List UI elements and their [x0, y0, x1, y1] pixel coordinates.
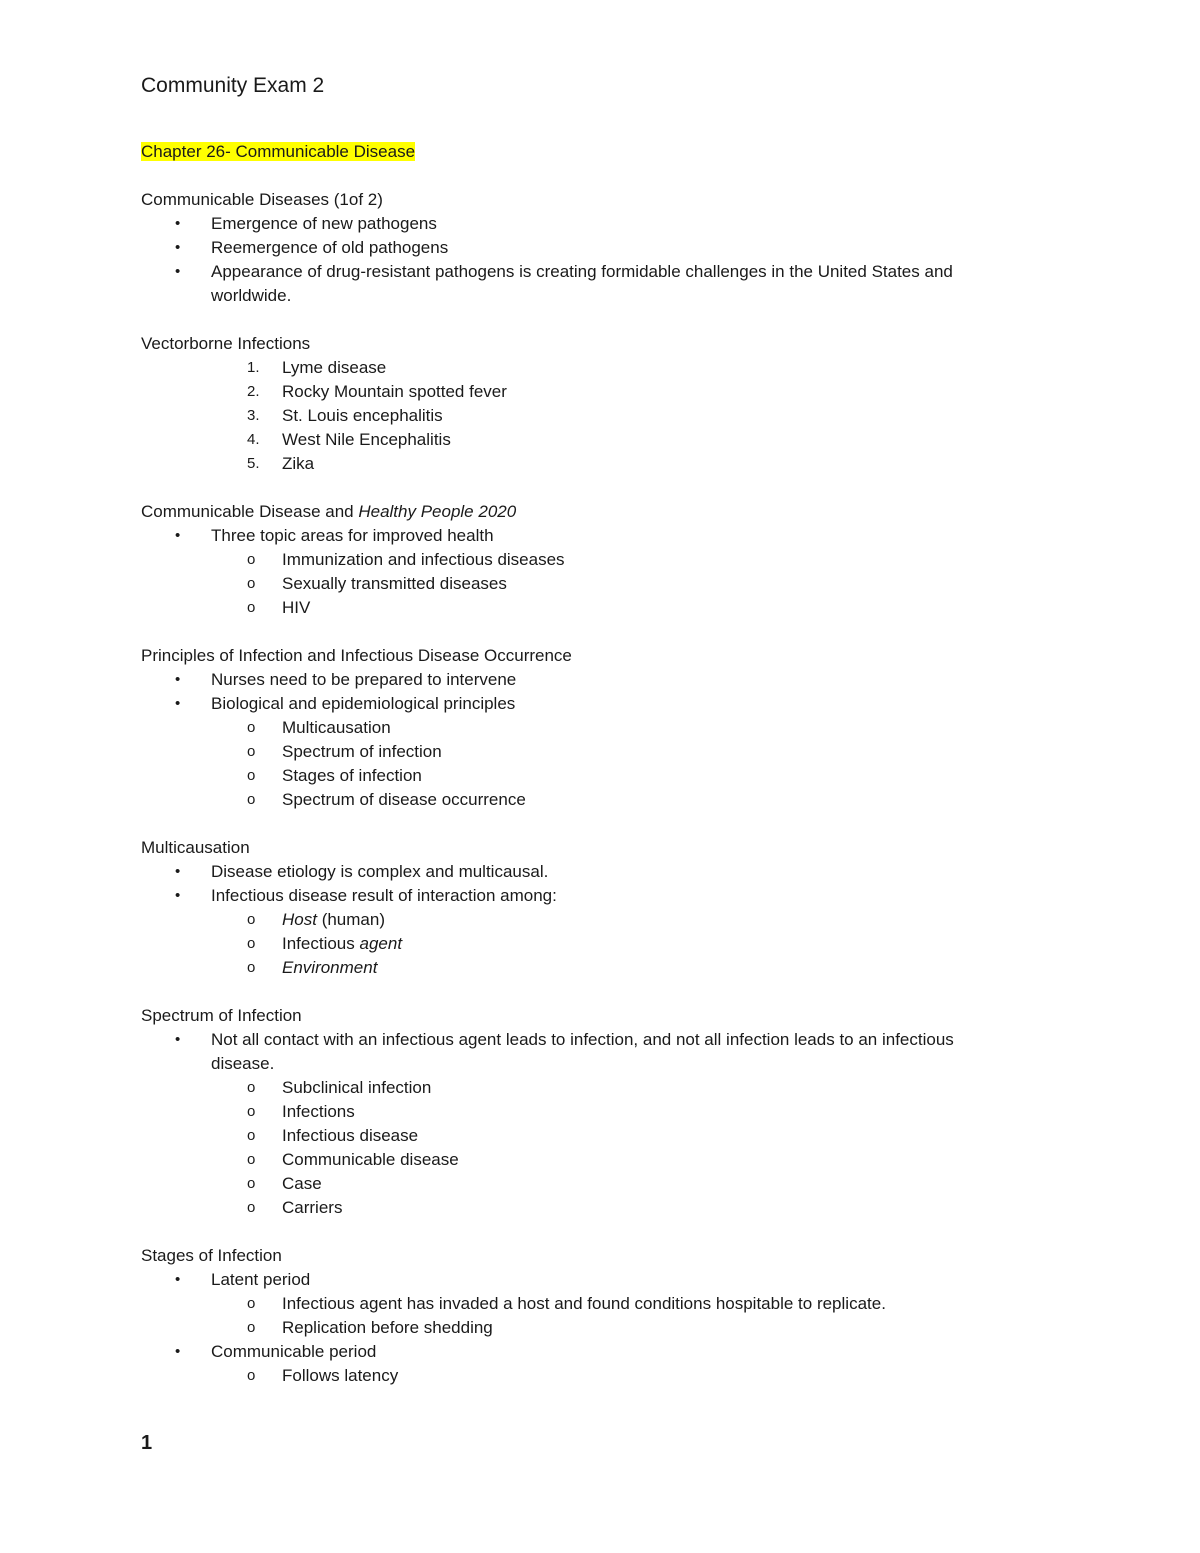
circle-marker: o: [247, 743, 256, 760]
list-item: o Immunization and infectious diseases: [141, 548, 1021, 572]
section-heading: Communicable Disease and Healthy People 2020: [141, 502, 517, 521]
bullet-list: [141, 524, 1021, 620]
circle-marker: o: [247, 599, 256, 616]
bullet-list: [141, 212, 1021, 308]
document-content: [141, 188, 1021, 1412]
list-item: o Follows latency: [141, 1364, 1021, 1388]
section-heading: Principles of Infection and Infectious Disease Occurrence: [141, 646, 572, 665]
list-item: o Subclinical infection: [141, 1076, 1021, 1100]
circle-marker: o: [247, 575, 256, 592]
circle-marker: o: [247, 1151, 256, 1168]
list-item: 2. Rocky Mountain spotted fever: [141, 380, 1021, 404]
list-item: • Disease etiology is complex and multicausal.: [141, 860, 1021, 884]
list-item: • Not all contact with an infectious agent leads to infection, and not all infection leads to an infectious disease.: [175, 1030, 954, 1073]
bullet-marker: •: [175, 263, 181, 280]
bullet-list: [141, 860, 1021, 980]
section-communicable-diseases: [141, 188, 1021, 308]
list-item: o Infectious disease: [141, 1124, 1021, 1148]
section-vectorborne-infections: [141, 332, 1021, 476]
list-item: • Biological and epidemiological principles: [141, 692, 1021, 716]
circle-marker: o: [247, 1199, 256, 1216]
circle-marker: o: [247, 1319, 256, 1336]
bullet-marker: •: [175, 1343, 181, 1360]
list-item: o Sexually transmitted diseases: [141, 572, 1021, 596]
list-item: o Infections: [141, 1100, 1021, 1124]
section-heading: Spectrum of Infection: [141, 1006, 302, 1025]
list-item: o Spectrum of infection: [141, 740, 1021, 764]
number-marker: 5.: [247, 455, 260, 472]
list-item: o Replication before shedding: [141, 1316, 1021, 1340]
circle-marker: o: [247, 1127, 256, 1144]
circle-marker: o: [247, 959, 256, 976]
chapter-heading-highlight: Chapter 26- Communicable Disease: [141, 142, 416, 161]
circle-marker: o: [247, 911, 256, 928]
list-item: 1. Lyme disease: [141, 356, 1021, 380]
number-marker: 4.: [247, 431, 260, 448]
list-item: 5. Zika: [141, 452, 1021, 476]
list-item: o Spectrum of disease occurrence: [141, 788, 1021, 812]
list-item: • Reemergence of old pathogens: [141, 236, 1021, 260]
section-principles: [141, 644, 1021, 812]
circle-marker: o: [247, 767, 256, 784]
circle-marker: o: [247, 791, 256, 808]
list-item: • Emergence of new pathogens: [141, 212, 1021, 236]
section-heading: Communicable Diseases (1of 2): [141, 190, 383, 209]
circle-marker: o: [247, 551, 256, 568]
number-marker: 2.: [247, 383, 260, 400]
bullet-marker: •: [175, 863, 181, 880]
bullet-marker: •: [175, 671, 181, 688]
section-heading: Stages of Infection: [141, 1246, 282, 1265]
chapter-heading: [141, 140, 415, 164]
list-item: • Three topic areas for improved health: [141, 524, 1021, 548]
number-marker: 3.: [247, 407, 260, 424]
bullet-marker: •: [175, 887, 181, 904]
number-marker: 1.: [247, 359, 260, 376]
bullet-list: [141, 1268, 1021, 1388]
circle-marker: o: [247, 1175, 256, 1192]
list-item: o Communicable disease: [141, 1148, 1021, 1172]
bullet-list: [141, 668, 1021, 812]
list-item: • Communicable period: [141, 1340, 1021, 1364]
bullet-marker: •: [175, 1271, 181, 1288]
list-item: o HIV: [141, 596, 1021, 620]
circle-marker: o: [247, 1295, 256, 1312]
list-item: o Case: [141, 1172, 1021, 1196]
list-item: • Latent period: [141, 1268, 1021, 1292]
section-healthy-people: [141, 500, 1021, 620]
circle-marker: o: [247, 1367, 256, 1384]
section-stages-of-infection: [141, 1244, 1021, 1388]
list-item: o Environment: [141, 956, 1021, 980]
circle-marker: o: [247, 1079, 256, 1096]
circle-marker: o: [247, 1103, 256, 1120]
numbered-list: [141, 356, 1021, 476]
bullet-marker: •: [175, 215, 181, 232]
bullet-marker: •: [175, 527, 181, 544]
list-item: • Appearance of drug-resistant pathogens is creating formidable challenges in the United States and worldwide.: [175, 262, 953, 305]
section-spectrum-of-infection: [141, 1004, 1021, 1220]
list-item: o Stages of infection: [141, 764, 1021, 788]
bullet-marker: •: [175, 1031, 181, 1048]
circle-marker: o: [247, 719, 256, 736]
document-title: Community Exam 2: [141, 74, 325, 97]
list-item: o Infectious agent has invaded a host and found conditions hospitable to replicate.: [141, 1292, 1021, 1316]
page-number: 1: [141, 1432, 153, 1454]
list-item: o Infectious agent: [141, 932, 1021, 956]
bullet-marker: •: [175, 695, 181, 712]
list-item: 3. St. Louis encephalitis: [141, 404, 1021, 428]
list-item: • Infectious disease result of interaction among:: [141, 884, 1021, 908]
list-item: o Multicausation: [141, 716, 1021, 740]
bullet-marker: •: [175, 239, 181, 256]
list-item: o Host (human): [141, 908, 1021, 932]
section-heading: Multicausation: [141, 838, 250, 857]
list-item: o Carriers: [141, 1196, 1021, 1220]
section-heading: Vectorborne Infections: [141, 334, 311, 353]
bullet-list: [141, 1028, 1021, 1220]
circle-marker: o: [247, 935, 256, 952]
list-item: 4. West Nile Encephalitis: [141, 428, 1021, 452]
section-multicausation: [141, 836, 1021, 980]
list-item: • Nurses need to be prepared to intervene: [141, 668, 1021, 692]
